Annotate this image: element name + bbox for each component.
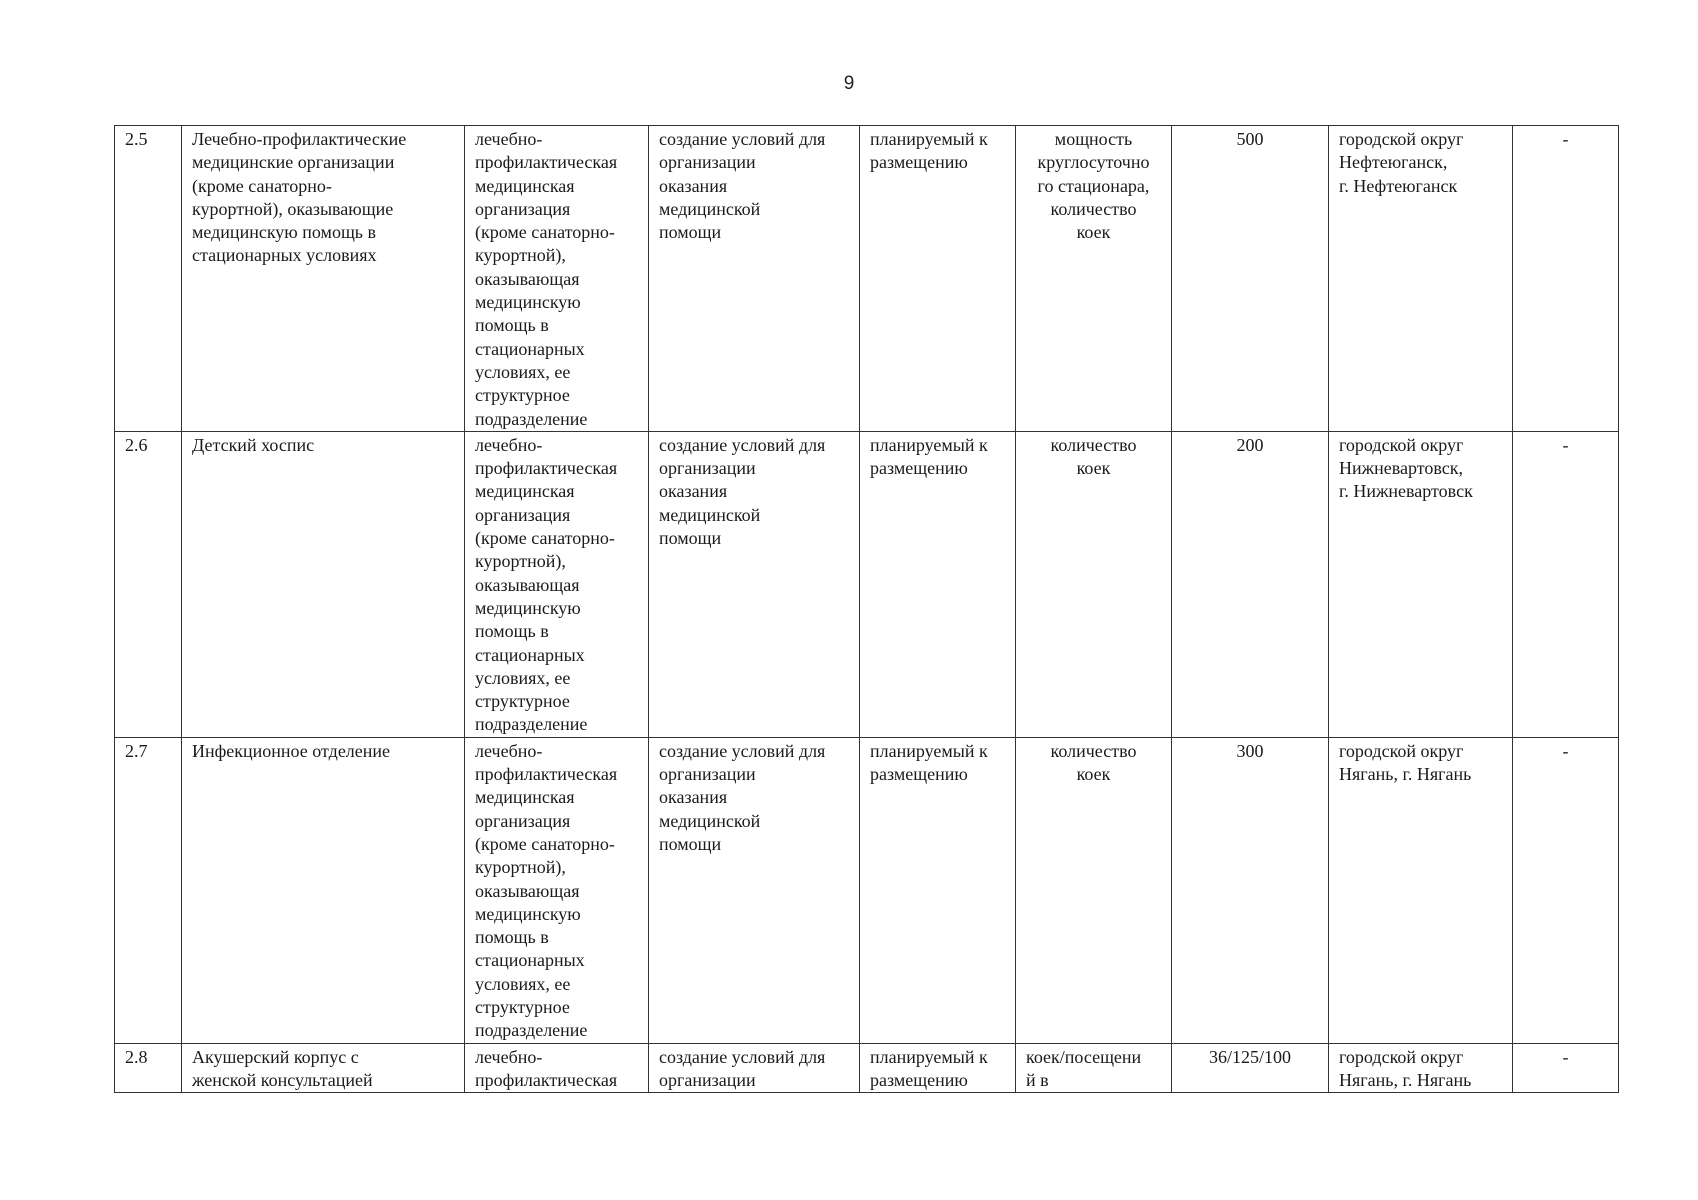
object-extra: - xyxy=(1513,126,1619,432)
table-row xyxy=(115,737,1619,1043)
object-characteristic: количество коек xyxy=(1016,431,1172,737)
object-location: городской округ Нягань, г. Нягань xyxy=(1329,1043,1513,1093)
object-value: 200 xyxy=(1172,431,1329,737)
object-type: лечебно- профилактическая медицинская организация (кроме санаторно- курортной), оказывающая медицинскую помощь в стационарных условиях, ее структурное подразделение xyxy=(465,126,649,432)
object-purpose: создание условий для организации оказания медицинской помощи xyxy=(649,126,860,432)
table-row xyxy=(115,126,1619,432)
table-row xyxy=(115,431,1619,737)
object-value: 36/125/100 xyxy=(1172,1043,1329,1093)
row-number: 2.8 xyxy=(115,1043,182,1093)
object-characteristic: коек/посещени й в xyxy=(1016,1043,1172,1093)
facilities-table xyxy=(114,125,1619,1093)
object-name: Инфекционное отделение xyxy=(182,737,465,1043)
object-name: Детский хоспис xyxy=(182,431,465,737)
row-number: 2.7 xyxy=(115,737,182,1043)
object-value: 500 xyxy=(1172,126,1329,432)
object-extra: - xyxy=(1513,1043,1619,1093)
table-row xyxy=(115,1043,1619,1093)
object-status: планируемый к размещению xyxy=(860,126,1016,432)
object-location: городской округ Нягань, г. Нягань xyxy=(1329,737,1513,1043)
object-type: лечебно- профилактическая медицинская организация (кроме санаторно- курортной), оказывающая медицинскую помощь в стационарных условиях, ее структурное подразделение xyxy=(465,431,649,737)
object-purpose: создание условий для организации xyxy=(649,1043,860,1093)
object-extra: - xyxy=(1513,737,1619,1043)
row-number: 2.5 xyxy=(115,126,182,432)
row-number: 2.6 xyxy=(115,431,182,737)
object-characteristic: мощность круглосуточно го стационара, количество коек xyxy=(1016,126,1172,432)
object-type: лечебно- профилактическая медицинская организация (кроме санаторно- курортной), оказывающая медицинскую помощь в стационарных условиях, ее структурное подразделение xyxy=(465,737,649,1043)
object-status: планируемый к размещению xyxy=(860,737,1016,1043)
object-name: Акушерский корпус с женской консультацией xyxy=(182,1043,465,1093)
object-location: городской округ Нижневартовск, г. Нижневартовск xyxy=(1329,431,1513,737)
object-characteristic: количество коек xyxy=(1016,737,1172,1043)
object-name: Лечебно-профилактические медицинские организации (кроме санаторно- курортной), оказывающие медицинскую помощь в стационарных условиях xyxy=(182,126,465,432)
object-value: 300 xyxy=(1172,737,1329,1043)
object-extra: - xyxy=(1513,431,1619,737)
object-location: городской округ Нефтеюганск, г. Нефтеюганск xyxy=(1329,126,1513,432)
object-status: планируемый к размещению xyxy=(860,431,1016,737)
object-purpose: создание условий для организации оказания медицинской помощи xyxy=(649,431,860,737)
page-number: 9 xyxy=(843,73,855,94)
object-type: лечебно- профилактическая xyxy=(465,1043,649,1093)
object-purpose: создание условий для организации оказания медицинской помощи xyxy=(649,737,860,1043)
object-status: планируемый к размещению xyxy=(860,1043,1016,1093)
